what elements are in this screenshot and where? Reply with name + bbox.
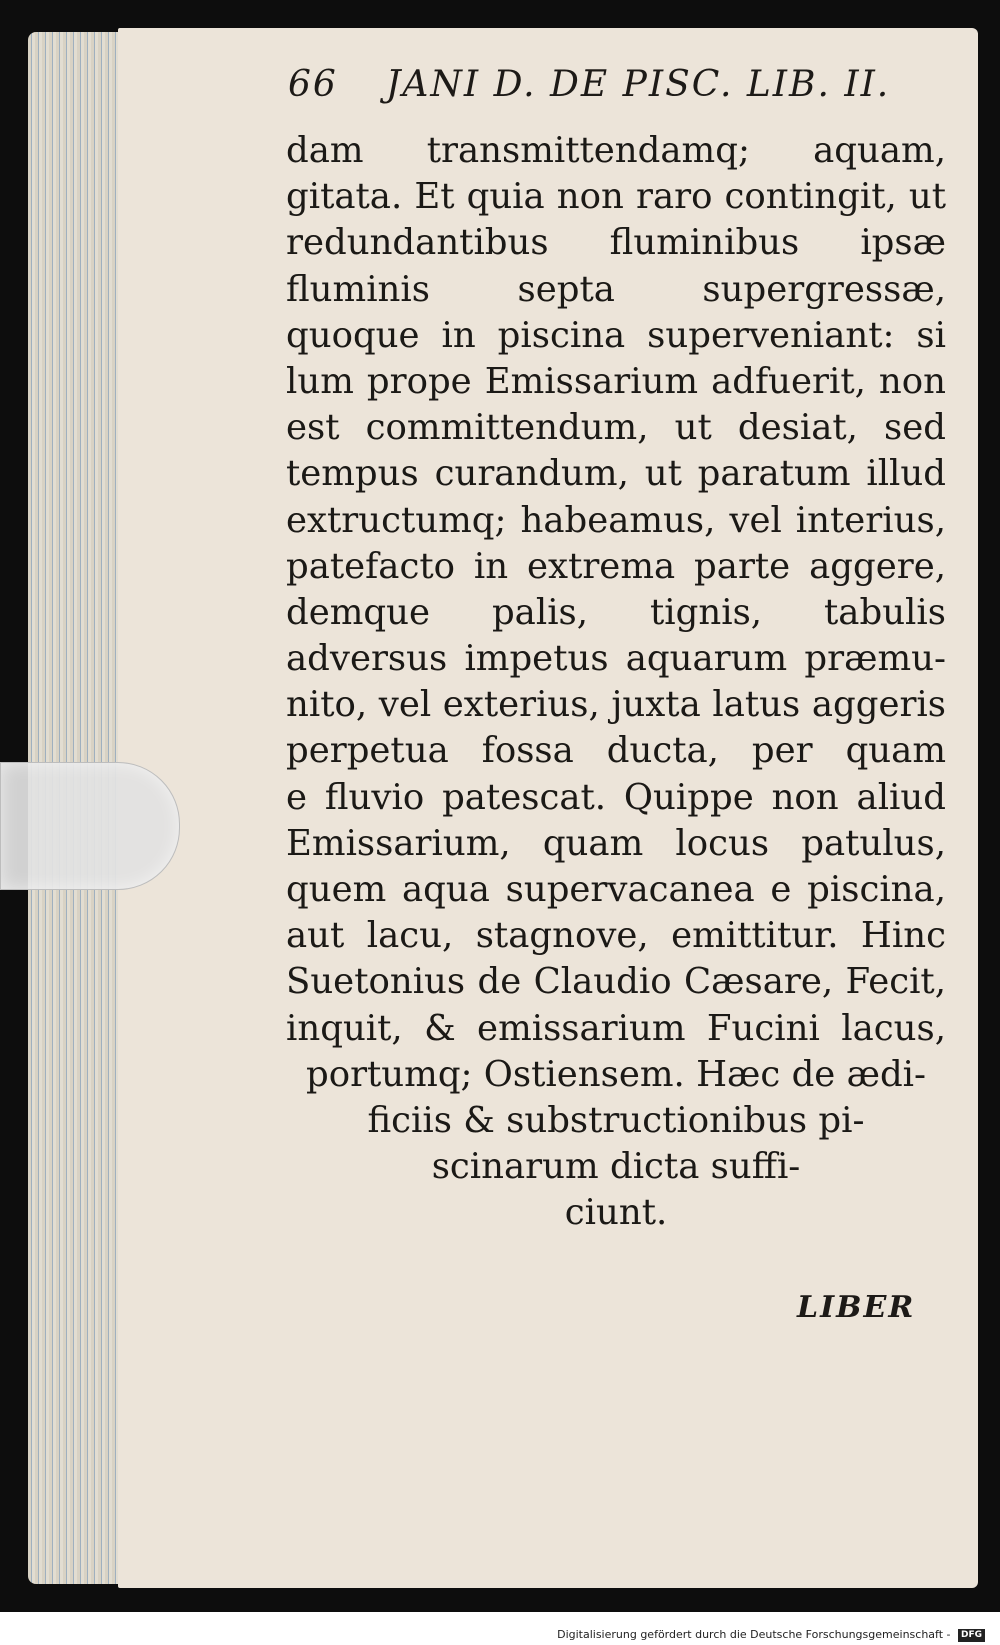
taper-line: portumq; Ostiensem. Hæc de ædi- bbox=[305, 1053, 927, 1095]
text-line: fluminis septa supergressæ, bbox=[286, 268, 946, 310]
dfg-logo: DFG bbox=[958, 1629, 985, 1642]
text-line: patefacto in extrema parte aggere, bbox=[286, 545, 946, 587]
text-line: lum prope Emissarium adfuerit, non bbox=[286, 360, 946, 402]
page-clip-tab bbox=[0, 762, 180, 890]
text-line: quoque in piscina superveniant: si bbox=[286, 314, 946, 356]
text-line: e fluvio patescat. Quippe non aliud bbox=[286, 776, 946, 818]
text-line: aut lacu, stagnove, emittitur. Hinc bbox=[286, 915, 946, 957]
text-line: Suetonius de Claudio Cæsare, Fecit, bbox=[286, 961, 946, 1003]
page-header bbox=[288, 64, 891, 118]
text-line: est committendum, ut desiat, sed bbox=[286, 407, 946, 449]
taper-line: ciunt. bbox=[564, 1192, 668, 1234]
text-line: Emissarium, quam locus patulus, bbox=[286, 822, 946, 864]
text-line: gitata. Et quia non raro contingit, ut bbox=[286, 176, 946, 218]
text-line: tempus curandum, ut paratum illud bbox=[286, 453, 946, 495]
text-line: nito, vel exterius, juxta latus aggeris bbox=[286, 684, 946, 726]
taper-line: ficiis & substructionibus pi- bbox=[367, 1099, 865, 1141]
text-line: extructumq; habeamus, vel interius, bbox=[286, 499, 946, 541]
text-line: dam transmittendamq; aquam, bbox=[286, 130, 946, 171]
funding-credit: Digitalisierung gefördert durch die Deutsche Forschungsgemeinschaft - bbox=[557, 1628, 951, 1641]
text-line: adversus impetus aquarum præmu- bbox=[286, 638, 946, 680]
body-text bbox=[286, 128, 946, 1237]
text-line: quem aqua supervacanea e piscina, bbox=[286, 869, 946, 910]
catchword: LIBER bbox=[797, 1290, 916, 1325]
page-number: 66 bbox=[288, 64, 338, 105]
taper-line: scinarum dicta suffi- bbox=[431, 1146, 801, 1188]
text-line: redundantibus fluminibus ipsæ bbox=[286, 222, 946, 264]
text-line: inquit, & emissarium Fucini lacus, bbox=[286, 1007, 946, 1049]
digitization-footer bbox=[0, 1625, 985, 1645]
text-line: perpetua fossa ducta, per quam bbox=[286, 730, 946, 772]
running-title: JANI D. DE PISC. LIB. II. bbox=[386, 64, 891, 105]
text-line: demque palis, tignis, tabulis bbox=[286, 591, 946, 633]
